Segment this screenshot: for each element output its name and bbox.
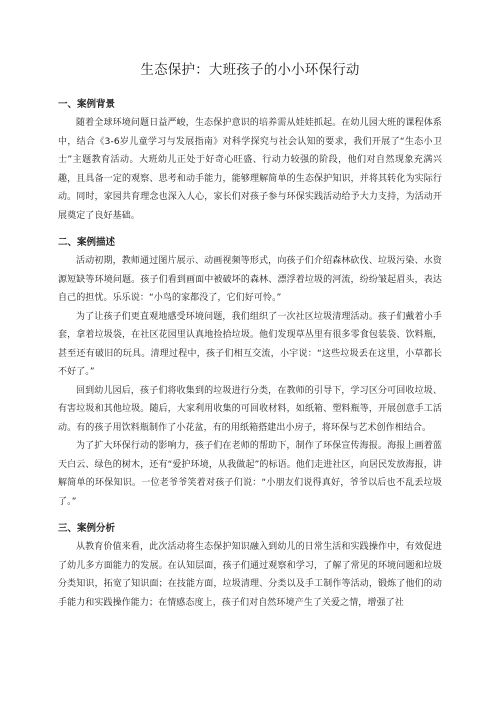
section-description [58,234,442,511]
section-heading: 三、案例分析 [58,523,116,534]
section-heading: 二、案例描述 [58,237,116,248]
paragraph: 为了让孩子们更直观地感受环境问题，我们组织了一次社区垃圾清理活动。孩子们戴着小手套，拿着垃圾袋，在社区花园里认真地捡拾垃圾。他们发现草丛里有很多零食包装袋、饮料瓶，甚至还有破旧的玩具。清理过程中，孩子们相互交流，小宇说：“这些垃圾丢在这里，小草都长不好了。” [58,311,442,377]
paragraph: 为了扩大环保行动的影响力，孩子们在老师的帮助下，制作了环保宣传海报。海报上画着蓝天白云、绿色的树木，还有“爱护环境，从我做起”的标语。他们走进社区，向居民发放海报，讲解简单的环保知识。一位老爷爷笑着对孩子们说：“小朋友们说得真好，爷爷以后也不乱丢垃圾了。” [58,441,442,507]
paragraph: 活动初期，教师通过图片展示、动画视频等形式，向孩子们介绍森林砍伐、垃圾污染、水资源短缺等环境问题。孩子们看到画面中被破坏的森林、漂浮着垃圾的河流，纷纷皱起眉头，表达自己的担忧。乐乐说：“小鸟的家都没了，它们好可怜。” [58,256,442,303]
paragraph: 回到幼儿园后，孩子们将收集到的垃圾进行分类，在教师的引导下，学习区分可回收垃圾、有害垃圾和其他垃圾。随后，大家利用收集的可回收材料，如纸箱、塑料瓶等，开展创意手工活动。有的孩子用饮料瓶制作了小花盆，有的用纸箱搭建出小房子，将环保与艺术创作相结合。 [58,385,442,433]
document-title: 生态保护：大班孩子的小小环保行动 [140,62,360,78]
paragraph: 随着全球环境问题日益严峻，生态保护意识的培养需从娃娃抓起。在幼儿园大班的课程体系中，结合《3-6岁儿童学习与发展指南》对科学探究与社会认知的要求，我们开展了“生态小卫士”主题教育活动。大班幼儿正处于好奇心旺盛、行动力较强的阶段，他们对自然现象充满兴趣，且具备一定的观察、思考和动手能力，能够理解简单的生态保护知识，并将其转化为实际行动。同时，家园共育理念也深入人心，家长们对孩子参与环保实践活动给予大力支持，为活动开展奠定了良好基础。 [58,118,442,221]
section-analysis [58,520,442,612]
section-heading: 一、案例背景 [58,99,116,110]
section-background [58,96,442,225]
paragraph: 从教育价值来看，此次活动将生态保护知识融入到幼儿的日常生活和实践操作中，有效促进了幼儿多方面能力的发展。在认知层面，孩子们通过观察和学习，了解了常见的环境问题和垃圾分类知识，拓宽了知识面；在技能方面，垃圾清理、分类以及手工制作等活动，锻炼了他们的动手能力和实践操作能力；在情感态度上，孩子们对自然环境产生了关爱之情，增强了社 [58,542,442,608]
